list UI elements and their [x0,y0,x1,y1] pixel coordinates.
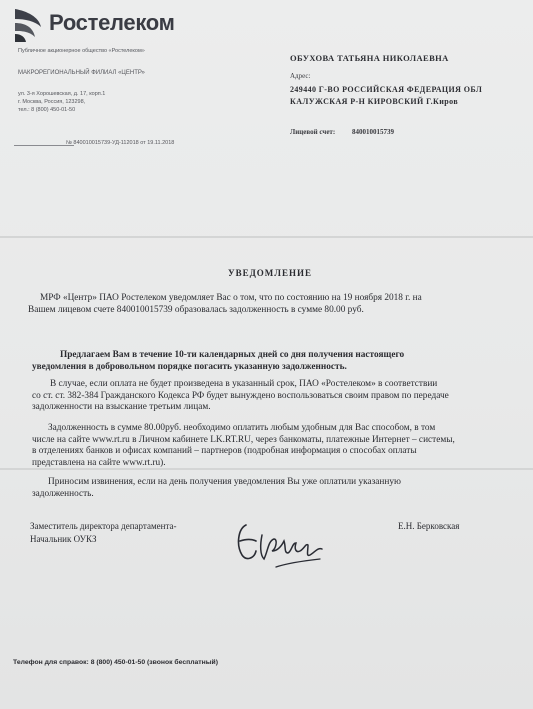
paragraph-offer [32,350,533,373]
text-line: МРФ «Центр» ПАО Ростелеком уведомляет Вас о том, что по состоянию на 19 ноября 2018 г. на [40,293,422,303]
signatory-name: Е.Н. Берковская [398,521,460,531]
text-line: уведомления в добровольном порядке погасить указанную задолженность. [32,361,347,372]
recipient-address-line: КАЛУЖСКАЯ Р-Н КИРОВСКИЙ Г.Киров [290,97,459,106]
position-line: Заместитель директора департамента- [30,521,177,531]
paragraph-notice [28,293,533,316]
text-line: представлена на сайте www.rt.ru). [32,457,166,468]
paper-fold [0,236,533,238]
paragraph-consequences [32,379,533,414]
account-label: Лицевой счет: [290,128,336,136]
reference-underline [14,145,74,146]
recipient-name: ОБУХОВА ТАТЬЯНА НИКОЛАЕВНА [290,53,449,63]
position-line: Начальник ОУКЗ [30,534,97,544]
text-line: задолженность. [32,488,94,499]
signatory-position [30,520,176,546]
text-line: со ст. ст. 382-384 Гражданского Кодекса РФ будет вынуждено воспользоваться своим правом по передаче [32,390,449,401]
text-line: задолженности на взыскание третьим лицам. [32,402,211,413]
address-label: Адрес: [290,72,311,80]
branch-name: МАКРОРЕГИОНАЛЬНЫЙ ФИЛИАЛ «ЦЕНТР» [18,70,145,76]
paragraph-payment [32,423,533,469]
sender-address-line: ул. 3-я Хорошевская, д. 17, корп.1 [18,91,106,97]
text-line: числе на сайте www.rt.ru в Личном кабинете LK.RT.RU, через банкоматы, платежные Интернет – системы, [32,434,455,445]
text-line: В случае, если оплата не будет произведена в указанный срок, ПАО «Ростелеком» в соответствии [50,379,438,389]
text-line: Вашем лицевом счете 840010015739 образовалась задолженность в сумме 80.00 руб. [28,304,364,315]
text-line: в отделениях банков и офисах компаний – партнеров (подробная информация о способах оплаты [32,446,417,457]
company-name: Публичное акционерное общество «Ростелеком» [18,48,145,54]
paragraph-apology [32,477,533,500]
sender-address-line: г. Москва, Россия, 123298, [18,99,86,105]
letter-title: УВЕДОМЛЕНИЕ [228,268,313,278]
account-number: 840010015739 [352,128,394,136]
handwritten-signature [232,515,332,573]
text-line: Задолженность в сумме 80.00руб. необходимо оплатить любым удобным для Вас способом, в том [48,423,436,433]
recipient-address-line: 249440 Г-ВО РОССИЙСКАЯ ФЕДЕРАЦИЯ ОБЛ [290,85,483,94]
text-line: Предлагаем Вам в течение 10-ти календарных дней со дня получения настоящего [60,350,405,360]
footer-phone: Телефон для справок: 8 (800) 450-01-50 (звонок бесплатный) [13,659,218,666]
brand-name: Ростелеком [49,10,175,35]
reference-number: № 840010015739-УД-112018 от 19.11.2018 [66,140,175,146]
sender-address-line: тел.: 8 (800) 450-01-50 [18,107,76,113]
text-line: Приносим извинения, если на день получения уведомления Вы уже оплатили указанную [48,477,401,487]
rostelecom-logo-icon [13,7,43,43]
